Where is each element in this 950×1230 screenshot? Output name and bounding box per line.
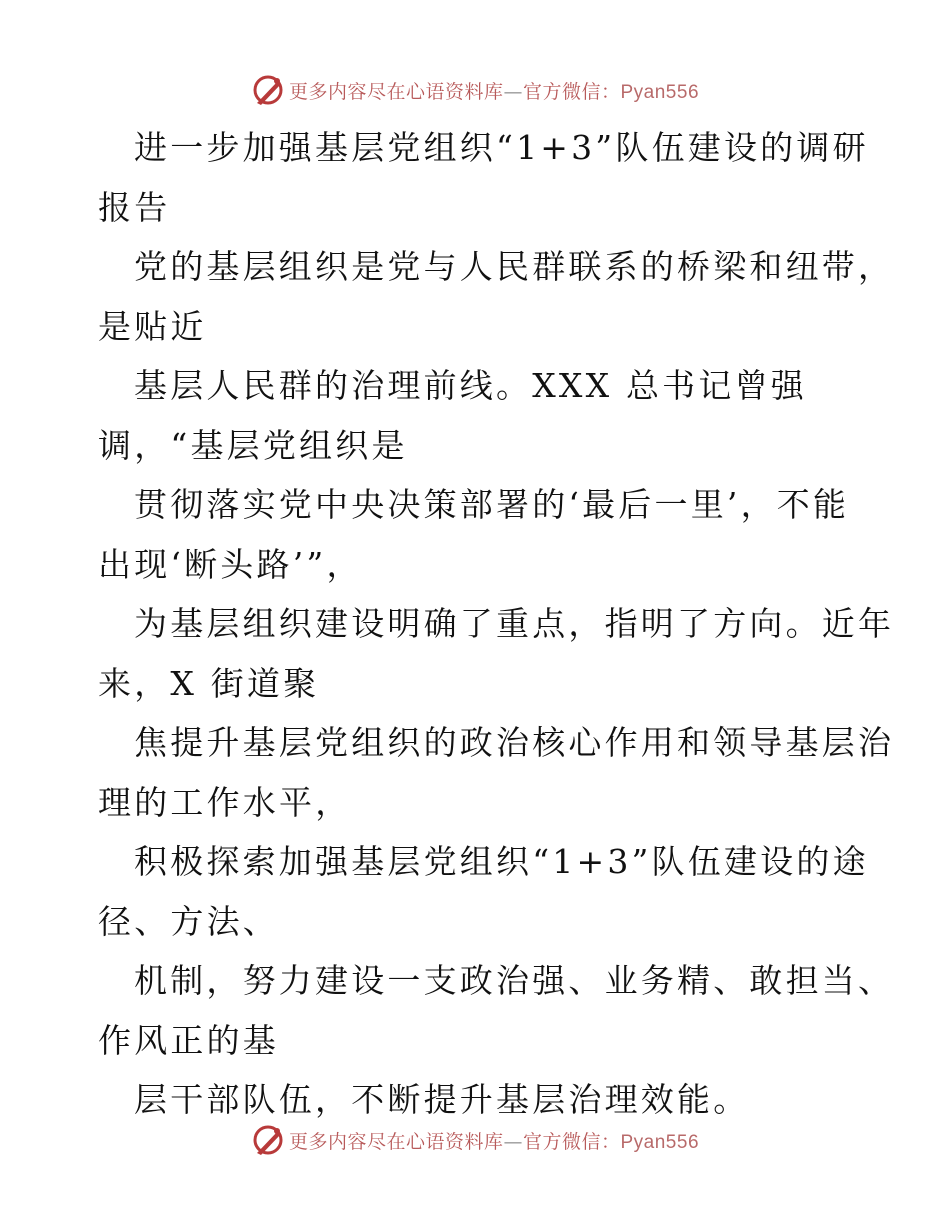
text-line: 出现‘断头路’”， bbox=[98, 544, 363, 584]
text-line: 是贴近 bbox=[98, 306, 207, 346]
text-line: 层干部队伍，不断提升基层治理效能。 bbox=[134, 1080, 750, 1119]
text-line: 积极探索加强基层党组织“1+3”队伍建设的途 bbox=[134, 842, 869, 881]
text-line: 进一步加强基层党组织“1+3”队伍建设的调研 bbox=[134, 128, 869, 167]
text-line: 作风正的基 bbox=[98, 1020, 279, 1060]
text-line: 焦提升基层党组织的政治核心作用和领导基层治 bbox=[134, 723, 895, 762]
document-body bbox=[98, 118, 895, 1130]
text-line: 调，“基层党组织是 bbox=[98, 425, 408, 465]
text-line: 报告 bbox=[98, 187, 171, 227]
text-line: 径、方法、 bbox=[98, 901, 279, 941]
text-line: 机制，努力建设一支政治强、业务精、敢担当、 bbox=[134, 961, 895, 1000]
watermark-text: 更多内容尽在心语资料库—官方微信：Pyan556 bbox=[288, 80, 700, 103]
footer-watermark bbox=[0, 1120, 950, 1160]
pen-logo-icon bbox=[251, 1123, 285, 1157]
text-line: 为基层组织建设明确了重点，指明了方向。近年 bbox=[134, 604, 895, 643]
text-line: 理的工作水平， bbox=[98, 782, 352, 822]
text-line: 基层人民群的治理前线。XXX 总书记曾强 bbox=[134, 366, 807, 405]
text-line: 贯彻落实党中央决策部署的‘最后一里’，不能 bbox=[134, 485, 850, 524]
watermark-text: 更多内容尽在心语资料库—官方微信：Pyan556 bbox=[288, 1130, 700, 1153]
pen-logo-icon bbox=[251, 73, 285, 107]
header-watermark bbox=[0, 70, 950, 110]
text-line: 来，X 街道聚 bbox=[98, 663, 320, 703]
text-line: 党的基层组织是党与人民群联系的桥梁和纽带， bbox=[134, 247, 895, 286]
